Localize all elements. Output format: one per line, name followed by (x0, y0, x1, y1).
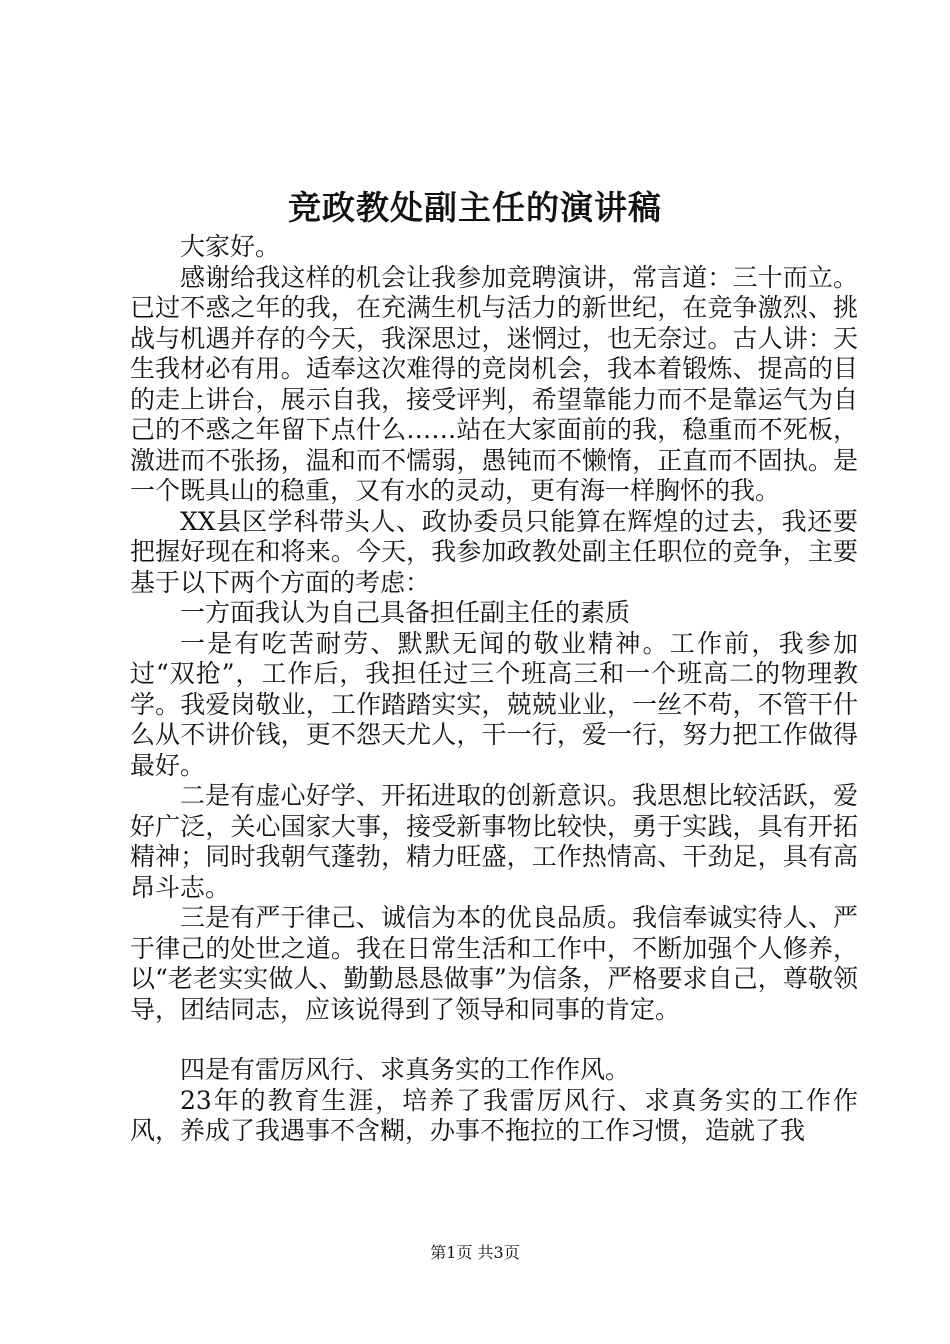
paragraph-point-two: 二是有虚心好学、开拓进取的创新意识。我思想比较活跃，爱好广泛，关心国家大事，接受新事物比较快，勇于实践，具有开拓精神；同时我朝气蓬勃，精力旺盛，工作热情高、干劲足，具有高昂斗志。 (130, 781, 858, 902)
paragraph-point-one: 一是有吃苦耐劳、默默无闻的敬业精神。工作前，我参加过“双抢”，工作后，我担任过三个班高三和一个班高二的物理教学。我爱岗敬业，工作踏踏实实，兢兢业业，一丝不苟，不管干什么从不讲价钱，更不怨天尤人，干一行，爱一行，努力把工作做得最好。 (130, 628, 858, 780)
paragraph-experience: 23年的教育生涯，培养了我雷厉风行、求真务实的工作作风，养成了我遇事不含糊，办事不拖拉的工作习惯，造就了我 (130, 1085, 858, 1145)
paragraph-intro: 感谢给我这样的机会让我参加竞聘演讲，常言道：三十而立。已过不惑之年的我，在充满生机与活力的新世纪，在竞争激烈、挑战与机遇并存的今天，我深思过，迷惘过，也无奈过。古人讲：天生我材必有用。适奉这次难得的竞岗机会，我本着锻炼、提高的目的走上讲台，展示自我，接受评判，希望靠能力而不是靠运气为自己的不惑之年留下点什么……站在大家面前的我，稳重而不死板，激进而不张扬，温和而不懦弱，愚钝而不懒惰，正直而不固执。是一个既具山的稳重，又有水的灵动，更有海一样胸怀的我。 (130, 262, 858, 505)
document-body (130, 232, 858, 1147)
paragraph-point-three: 三是有严于律己、诚信为本的优良品质。我信奉诚实待人、严于律己的处世之道。我在日常生活和工作中，不断加强个人修养，以“老老实实做人、勤勤恳恳做事”为信条，严格要求自己，尊敬领导，团结同志，应该说得到了领导和同事的肯定。 (130, 903, 858, 1024)
document-title: 竞政教处副主任的演讲稿 (288, 188, 662, 227)
page-number: 第1页 共3页 (430, 1243, 520, 1262)
paragraph-qualities-heading: 一方面我认为自己具备担任副主任的素质 (180, 598, 631, 627)
paragraph-greeting: 大家好。 (180, 232, 281, 261)
paragraph-point-four: 四是有雷厉风行、求真务实的工作作风。 (180, 1055, 631, 1084)
paragraph-background: XX县区学科带头人、政协委员只能算在辉煌的过去，我还要把握好现在和将来。今天，我参加政教处副主任职位的竞争，主要基于以下两个方面的考虑： (130, 506, 858, 597)
